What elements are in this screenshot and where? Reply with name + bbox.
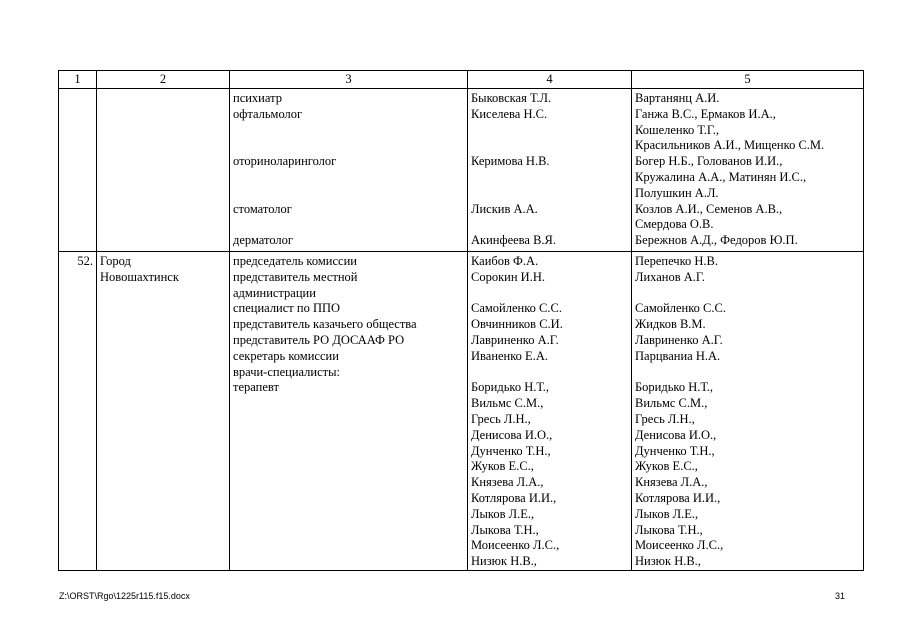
text-line: Город — [100, 253, 131, 268]
text-line: Кружалина А.А., Матинян И.С., — [635, 169, 807, 184]
text-line: Моисеенко Л.С., — [471, 538, 560, 553]
text-line: оториноларинголог — [233, 154, 337, 169]
header-cell-3: 3 — [230, 71, 468, 89]
text-line: Иваненко Е.А. — [471, 348, 548, 363]
blank-line — [635, 365, 860, 381]
text-line: психиатр — [233, 91, 282, 105]
blank-line — [471, 123, 628, 139]
text-line: Лиханов А.Г. — [635, 269, 705, 284]
text-line: Ганжа В.С., Ермаков И.А., — [635, 106, 776, 121]
text-line: секретарь комиссии — [233, 348, 339, 363]
blank-line — [233, 138, 464, 154]
text-line: Овчинников С.И. — [471, 317, 563, 332]
text-line: Лыкова Т.Н., — [471, 522, 539, 537]
text-line: Сорокин И.Н. — [471, 269, 545, 284]
text-line: Жуков Е.С., — [635, 459, 698, 474]
text-line: Красильников А.И., Мищенко С.М. — [635, 138, 825, 153]
text-line: Котлярова И.И., — [635, 490, 721, 505]
text-line: Денисова И.О., — [635, 427, 717, 442]
text-line: Низюк Н.В., — [471, 554, 537, 569]
reserve-cell — [632, 251, 864, 570]
text-line: Керимова Н.В. — [471, 154, 550, 169]
text-line: представитель казачьего общества — [233, 317, 417, 332]
text-line: Жидков В.М. — [635, 317, 706, 332]
header-cell-5: 5 — [632, 71, 864, 89]
text-line: Боридько Н.Т., — [471, 380, 550, 395]
text-line: Лавриненко А.Г. — [635, 332, 723, 347]
text-line: Дунченко Т.Н., — [635, 443, 715, 458]
city-cell — [97, 251, 230, 570]
blank-line — [471, 365, 628, 381]
file-path: Z:\ORST\Rgo\1225r115.f15.docx — [59, 591, 190, 601]
position-cell — [230, 89, 468, 252]
text-line: Гресь Л.Н., — [635, 411, 695, 426]
blank-line — [471, 170, 628, 186]
text-line: дерматолог — [233, 233, 294, 248]
member-cell — [468, 89, 632, 252]
text-line: Самойленко С.С. — [471, 301, 562, 316]
text-line: Низюк Н.В., — [635, 554, 701, 569]
commission-table — [58, 70, 864, 571]
text-line: Денисова И.О., — [471, 427, 553, 442]
text-line: Гресь Л.Н., — [471, 411, 531, 426]
text-line: Кошеленко Т.Г., — [635, 122, 720, 137]
text-line: Каибов Ф.А. — [471, 253, 539, 268]
text-line: Акинфеева В.Я. — [471, 233, 557, 248]
text-line: Богер Н.Б., Голованов И.И., — [635, 154, 783, 169]
text-line: Котлярова И.И., — [471, 490, 557, 505]
reserve-cell — [632, 89, 864, 252]
text-line: председатель комиссии — [233, 253, 357, 268]
text-line: Самойленко С.С. — [635, 301, 726, 316]
header-row — [59, 71, 864, 89]
blank-line — [471, 286, 628, 302]
text-line: администрации — [233, 285, 316, 300]
text-line: стоматолог — [233, 201, 292, 216]
position-cell — [230, 251, 468, 570]
text-line: Бережнов А.Д., Федоров Ю.П. — [635, 233, 798, 248]
text-line: Лыков Л.Е., — [471, 506, 535, 521]
text-line: Перепечко Н.В. — [635, 253, 719, 268]
member-cell — [468, 251, 632, 570]
text-line: Быковская Т.Л. — [471, 91, 552, 105]
text-line: Дунченко Т.Н., — [471, 443, 551, 458]
text-line: представитель местной — [233, 269, 358, 284]
header-cell-2: 2 — [97, 71, 230, 89]
blank-line — [471, 217, 628, 233]
text-line: терапевт — [233, 380, 279, 395]
table-row — [59, 89, 864, 252]
blank-line — [233, 217, 464, 233]
text-line: Смердова О.В. — [635, 217, 714, 232]
header-cell-4: 4 — [468, 71, 632, 89]
city-cell — [97, 89, 230, 252]
blank-line — [471, 186, 628, 202]
text-line: Козлов А.И., Семенов А.В., — [635, 201, 783, 216]
text-line: офтальмолог — [233, 106, 303, 121]
text-line: специалист по ППО — [233, 301, 341, 316]
text-line: Вильмс С.М., — [471, 396, 544, 411]
text-line: Лискив А.А. — [471, 201, 538, 216]
blank-line — [233, 123, 464, 139]
blank-line — [471, 138, 628, 154]
text-line: Вартанянц А.И. — [635, 91, 720, 105]
text-line: представитель РО ДОСААФ РО — [233, 332, 405, 347]
text-line: Князева Л.А., — [471, 475, 544, 490]
row-number: 52. — [59, 251, 97, 570]
text-line: Вильмс С.М., — [635, 396, 708, 411]
text-line: Парцваниа Н.А. — [635, 348, 721, 363]
text-line: Лыкова Т.Н., — [635, 522, 703, 537]
text-line: Киселева Н.С. — [471, 106, 548, 121]
text-line: Лыков Л.Е., — [635, 506, 699, 521]
row-number-cell — [59, 89, 97, 252]
table-row — [59, 251, 864, 570]
text-line: Жуков Е.С., — [471, 459, 534, 474]
blank-line — [233, 170, 464, 186]
text-line: Лавриненко А.Г. — [471, 332, 559, 347]
text-line: Новошахтинск — [100, 269, 179, 284]
page-number: 31 — [835, 591, 846, 601]
text-line: Моисеенко Л.С., — [635, 538, 724, 553]
text-line: Князева Л.А., — [635, 475, 708, 490]
blank-line — [233, 186, 464, 202]
header-cell-1: 1 — [59, 71, 97, 89]
text-line: врачи-специалисты: — [233, 364, 340, 379]
blank-line — [635, 286, 860, 302]
text-line: Полушкин А.Л. — [635, 185, 719, 200]
text-line: Боридько Н.Т., — [635, 380, 714, 395]
